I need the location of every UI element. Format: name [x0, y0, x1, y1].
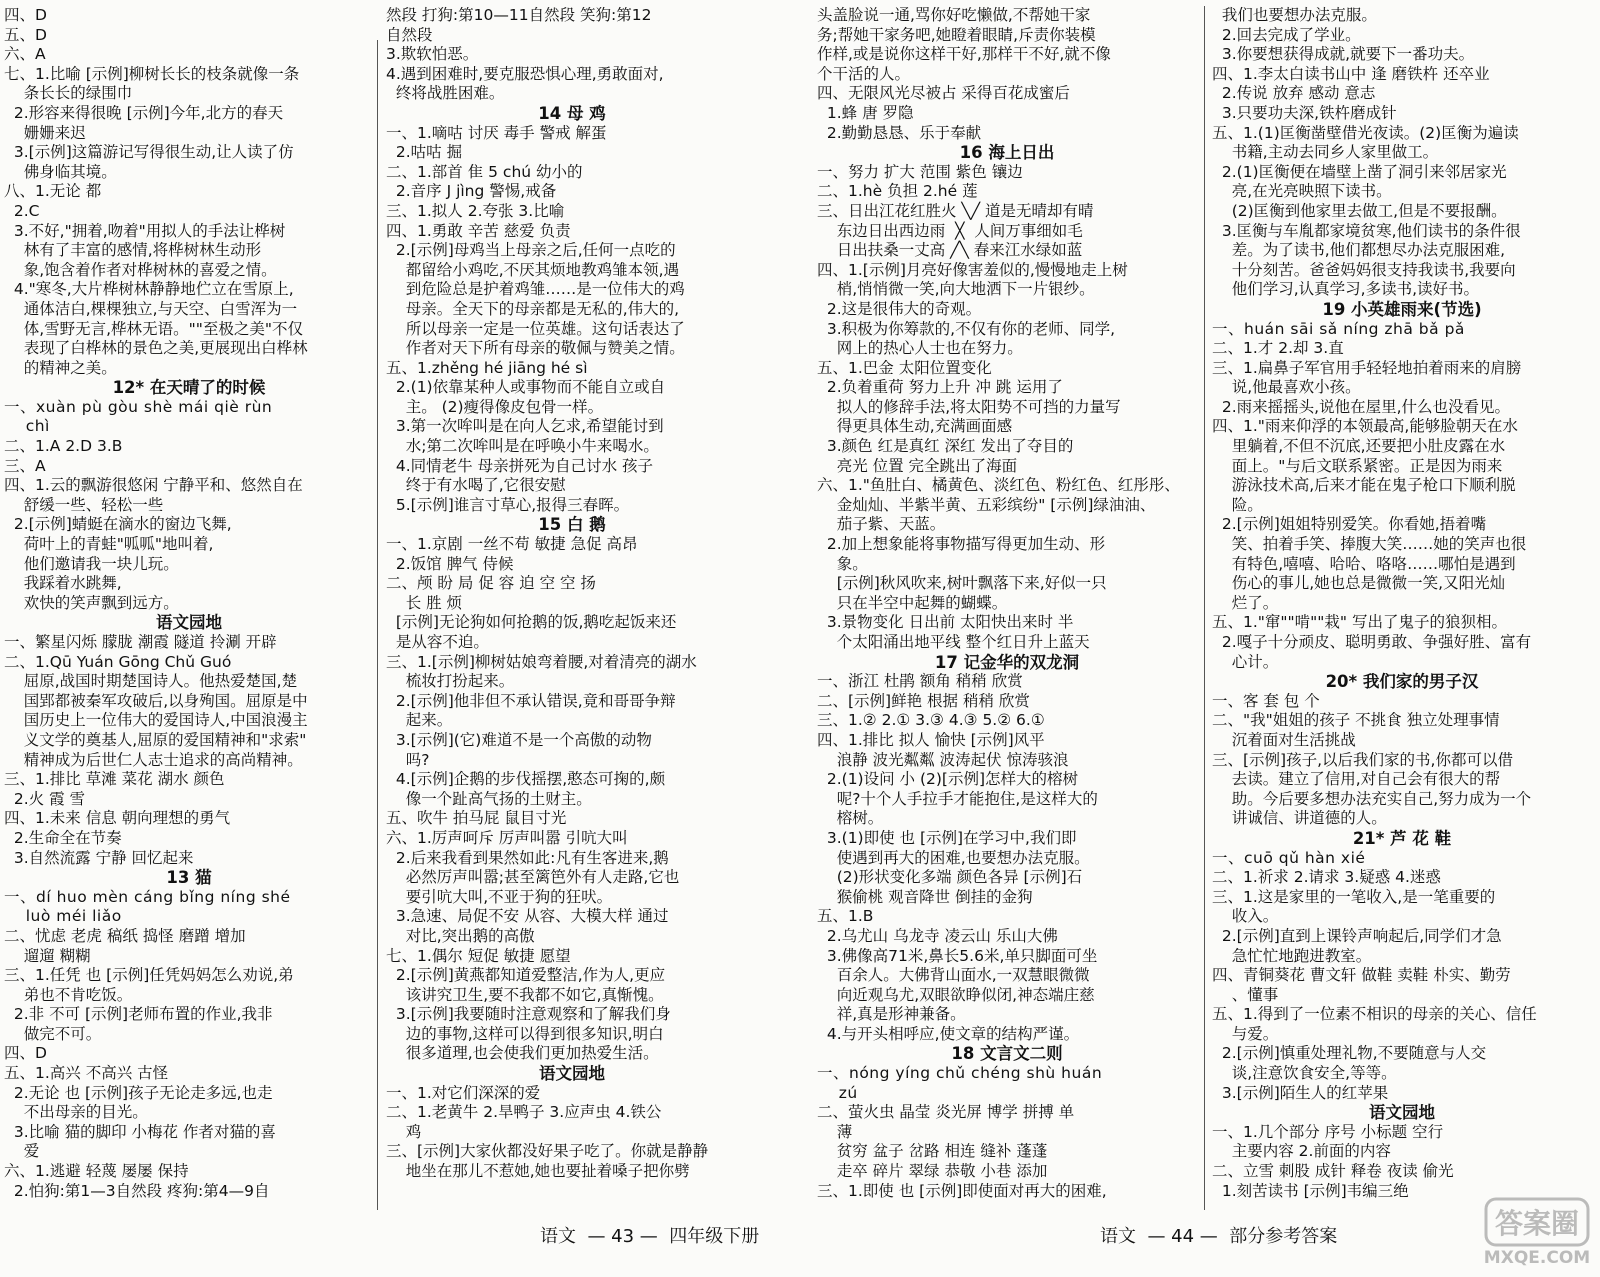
answer-line: 2.这是很伟大的奇观。 — [817, 299, 982, 318]
answer-line: 2.(1)依靠某种人或事物而不能自立或自 — [386, 378, 666, 397]
answer-line: 三、1.[示例]柳树姑娘弯着腰,对着清亮的湖水 — [386, 652, 697, 671]
answer-line: 三、1.拟人 2.夸张 3.比喻 — [386, 201, 565, 220]
answer-line: 五、1.得到了一位素不相识的母亲的关心、信任 — [1212, 1005, 1537, 1024]
answer-line: 5.[示例]谁言寸草心,报得三春晖。 — [386, 495, 630, 514]
section-heading: 18 文言文二则 — [951, 1044, 1063, 1064]
answer-line: (2)匡衡到他家里去做工,但是不要报酬。 — [1212, 201, 1507, 220]
answer-line: 表现了白桦林的景色之美,更展现出白桦林 — [4, 339, 308, 358]
pinyin-answer-line: 一、dí huo mèn cáng bǐng níng shé — [4, 887, 291, 906]
answer-line: 五、D — [4, 25, 47, 44]
answer-line: 二、立雪 刺股 成针 释卷 夜读 偷光 — [1212, 1162, 1454, 1181]
answer-line: 助。今后要多想办法充实自己,努力成为一个 — [1212, 789, 1532, 808]
answer-line: 去读。建立了信用,对自己会有很大的帮 — [1212, 770, 1501, 789]
answer-line: 走卒 碎片 翠绿 恭敬 小巷 添加 — [817, 1162, 1048, 1181]
pinyin-answer-line: 一、huán sāi sǎ níng zhā bǎ pǎ — [1212, 319, 1465, 338]
answer-line: 地坐在那儿不惹她,她也要扯着嗓子把你劈 — [386, 1162, 690, 1181]
answer-line: 2.生命全在节奏 — [4, 828, 122, 847]
answer-line: 二、1.才 2.却 3.直 — [1212, 339, 1344, 358]
answer-line: 讲诚信、讲道德的人。 — [1212, 809, 1387, 828]
answer-line: 3.匡衡与车胤都家境贫寒,他们读书的条件很 — [1212, 221, 1521, 240]
answer-line: 二、"我"姐姐的孩子 不挑食 独立处理事情 — [1212, 711, 1500, 730]
answer-line: 3.景物变化 日出前 太阳快出来时 半 — [817, 613, 1074, 632]
answer-line: 精神成为后世仁人志士追求的高尚精神。 — [4, 750, 303, 769]
answer-column-1 — [4, 6, 374, 1216]
answer-line: 一、1.嘀咕 讨厌 毒手 警戒 解蛋 — [386, 123, 607, 142]
answer-line: 三、[示例]孩子,以后我们家的书,你都可以借 — [1212, 750, 1513, 769]
answer-line: 三、1.这是家里的一笔收入,是一笔重要的 — [1212, 887, 1496, 906]
answer-line: 2.C — [4, 201, 40, 220]
answer-line: 一、客 套 包 个 — [1212, 691, 1320, 710]
answer-line: 七、1.偶尔 短促 敏捷 愿望 — [386, 946, 571, 965]
answer-line: 水;第二次哞叫是在呼唤小牛来喝水。 — [386, 437, 659, 456]
answer-line: 做完不可。 — [4, 1024, 102, 1043]
column-divider-left — [377, 40, 378, 1210]
answer-line: 舒缓一些、轻松一些 — [4, 495, 164, 514]
answer-line: 像一个趾高气扬的土财主。 — [386, 789, 592, 808]
answer-column-2 — [386, 6, 758, 1216]
answer-line: 4.同情老牛 母亲拼死为自己讨水 孩子 — [386, 456, 653, 475]
answer-line: 、懂事 — [1212, 985, 1279, 1004]
answer-line: 三、[示例]大家伙都没好果子吃了。你就是静静 — [386, 1142, 709, 1161]
answer-line: 国历史上一位伟大的爱国诗人,中国浪漫主 — [4, 711, 308, 730]
answer-line: [示例]秋风吹来,树叶飘落下来,好似一只 — [817, 574, 1107, 593]
answer-line: 2.[示例]母鸡当上母亲之后,任何一点吃的 — [386, 241, 676, 260]
answer-line: 欢快的笑声飘到远方。 — [4, 593, 179, 612]
answer-line: 姗姗来迟 — [4, 123, 86, 142]
answer-line: 游泳技术高,后来才能在鬼子枪口下顺利脱 — [1212, 476, 1516, 495]
answer-line: 二、颅 盼 局 促 容 迫 空 空 扬 — [386, 574, 596, 593]
answer-line: 义文学的奠基人,屈原的爱国精神和"求索" — [4, 730, 307, 749]
answer-line: 自然段 — [386, 25, 433, 44]
answer-line: 1.蜂 唐 罗隐 — [817, 103, 914, 122]
section-heading: 语文园地 — [1369, 1103, 1435, 1123]
answer-line: 二、[示例]鲜艳 根据 稍稍 欣赏 — [817, 691, 1030, 710]
answer-line: 1.刻苦读书 [示例]韦编三绝 — [1212, 1181, 1409, 1200]
answer-line: 该讲究卫生,要不我都不如它,真惭愧。 — [386, 985, 664, 1004]
answer-line: 2.怕狗:第1—3自然段 疼狗:第4—9自 — [4, 1181, 270, 1200]
answer-line: 收入。 — [1212, 907, 1279, 926]
answer-line: 遛遛 糊糊 — [4, 946, 91, 965]
answer-line: 二、忧虑 老虎 稿纸 捣怪 磨蹭 增加 — [4, 926, 246, 945]
answer-line: 差。为了读书,他们都想尽办法克服困难, — [1212, 241, 1506, 260]
watermark-title: 答案圈 — [1494, 1207, 1580, 1240]
answer-line: 亮,在光亮映照下读书。 — [1212, 182, 1392, 201]
answer-line: 七、1.比喻 [示例]柳树长长的枝条就像一条 — [4, 64, 300, 83]
watermark-url: MXQE.COM — [1483, 1248, 1591, 1268]
answer-line: 笑、拍着手笑、捧腹大笑……她的笑声也很 — [1212, 535, 1527, 554]
answer-line: 主要内容 2.前面的内容 — [1212, 1142, 1391, 1161]
answer-line: 是从容不迫。 — [386, 633, 489, 651]
answer-line: 四、1.李太白读书山中 逢 磨铁杵 还卒业 — [1212, 64, 1490, 83]
section-heading: 16 海上日出 — [959, 143, 1055, 163]
answer-line: 与爱。 — [1212, 1024, 1279, 1043]
section-heading: 14 母 鸡 — [538, 103, 606, 123]
answer-line: 五、1.zhěng hé jiāng hé sì — [386, 358, 588, 377]
pinyin-answer-line: 一、cuō qǔ hàn xié — [1212, 848, 1366, 867]
answer-line: 险。 — [1212, 495, 1263, 514]
answer-line: 爱 — [4, 1142, 40, 1161]
answer-line: 2.(1)匡衡便在墙壁上凿了洞引来邻居家光 — [1212, 162, 1507, 181]
answer-line: 榕树。 — [817, 809, 884, 828]
answer-line: 长 胜 烦 — [386, 593, 463, 612]
answer-line: 向近观乌尤,双眼欲睁似闭,神态端庄慈 — [817, 985, 1095, 1004]
section-heading: 13 猫 — [166, 868, 212, 888]
answer-line: 四、D — [4, 6, 47, 24]
pinyin-answer-line: chì — [4, 417, 50, 436]
answer-line: 八、1.无论 都 — [4, 182, 102, 201]
answer-line: 作者对天下所有母亲的敬佩与赞美之情。 — [386, 339, 685, 358]
answer-line: 3.(1)即使 也 [示例]在学习中,我们即 — [817, 828, 1077, 847]
answer-line: 五、1.高兴 不高兴 古怪 — [4, 1064, 169, 1083]
section-heading: 12* 在天晴了的时候 — [112, 378, 266, 398]
answer-line: 说,他最喜欢小孩。 — [1212, 378, 1361, 397]
answer-line: 日出扶桑一丈高 ╱╲ 春来江水绿如蓝 — [817, 241, 1083, 260]
answer-line: 二、1.A 2.D 3.B — [4, 437, 123, 456]
answer-line: 三、1.任凭 也 [示例]任凭妈妈怎么劝说,弟 — [4, 966, 294, 985]
answer-line: 然段 打狗:第10—11自然段 笑狗:第12 — [386, 6, 652, 24]
answer-line: 荷叶上的青蛙"呱呱"地叫着, — [4, 535, 214, 554]
answer-line: 体,雪野无言,桦林无语。""至极之美"不仅 — [4, 319, 303, 338]
answer-line: 必然厉声叫嚣;甚至篱笆外有人走路,它也 — [386, 868, 680, 887]
answer-line: 二、1.老黄牛 2.旱鸭子 3.应声虫 4.铁公 — [386, 1103, 662, 1122]
answer-line: 2.勤勤恳恳、乐于奉献 — [817, 123, 982, 142]
answer-line: 3.自然流露 宁静 回忆起来 — [4, 848, 194, 867]
answer-line: 四、D — [4, 1044, 47, 1063]
answer-line: 二、1.hè 负担 2.hé 莲 — [817, 182, 978, 201]
answer-line: 金灿灿、半紫半黄、五彩缤纷" [示例]绿油油、 — [817, 495, 1156, 514]
answer-line: 头盖脸说一通,骂你好吃懒做,不帮她干家 — [817, 6, 1091, 24]
answer-line: 2.音序 J jìng 警惕,戒备 — [386, 182, 557, 201]
answer-line: 十分刻苦。爸爸妈妈很支持我读书,我要向 — [1212, 260, 1516, 279]
answer-line: 不出母亲的目光。 — [4, 1103, 148, 1122]
answer-line: 2.火 霞 雪 — [4, 789, 85, 808]
answer-line: 3.[示例]这篇游记写得很生动,让人读了仿 — [4, 143, 294, 162]
answer-line: 3.第一次哞叫是在向人乞求,希望能讨到 — [386, 417, 664, 436]
answer-line: 终将战胜困难。 — [386, 84, 505, 103]
page-footer-left: 语文 — 43 — 四年级下册 — [540, 1226, 760, 1247]
answer-line: 4.[示例]企鹅的步伐摇摆,憨态可掬的,颇 — [386, 770, 666, 789]
answer-line: 二、1.祈求 2.请求 3.疑惑 4.迷惑 — [1212, 868, 1441, 887]
answer-line: 3.[示例]陌生人的红苹果 — [1212, 1083, 1389, 1102]
answer-line: 六、1."鱼肚白、橘黄色、淡红色、粉红色、红彤彤、 — [817, 476, 1180, 495]
answer-line: 百余人。大佛背山面水,一双慧眼微微 — [817, 966, 1090, 985]
answer-line: 2.嘎子十分顽皮、聪明勇敢、争强好胜、富有 — [1212, 633, 1532, 651]
answer-line: 屈原,战国时期楚国诗人。他热爱楚国,楚 — [4, 672, 298, 691]
answer-line: 我踩着水跳舞, — [4, 574, 122, 593]
answer-line: 2.加上想象能将事物描写得更加生动、形 — [817, 535, 1106, 554]
answer-line: 六、1.逃避 轻蔑 屡屡 保持 — [4, 1162, 189, 1181]
answer-line: 2.[示例]黄燕都知道爱整洁,作为人,更应 — [386, 966, 666, 985]
answer-line: 三、1.即使 也 [示例]即使面对再大的困难, — [817, 1181, 1107, 1200]
answer-line: 3.颜色 红是真红 深红 发出了夺目的 — [817, 437, 1074, 456]
pinyin-answer-line: 一、xuàn pù gòu shè mái qiè rùn — [4, 397, 273, 416]
answer-line: 梳妆打扮起来。 — [386, 672, 515, 691]
answer-line: 一、1.京剧 一丝不苟 敏捷 急促 高昂 — [386, 535, 638, 554]
answer-line: 一、1.几个部分 序号 小标题 空行 — [1212, 1122, 1444, 1141]
answer-line: 一、繁星闪烁 朦胧 潮霞 隧道 拎涮 开辟 — [4, 633, 277, 651]
answer-column-4 — [1212, 6, 1592, 1216]
answer-line: 很多道理,也会使我们更加热爱生活。 — [386, 1044, 659, 1063]
answer-line: 浪静 波光粼粼 波涛起伏 惊涛骇浪 — [817, 750, 1069, 769]
answer-line: 三、A — [4, 456, 46, 475]
answer-line: 里躺着,不但不沉底,还要把小肚皮露在水 — [1212, 437, 1506, 456]
answer-line: 呢?十个人手拉手才能抱住,是这样大的 — [817, 789, 1098, 808]
answer-line: 五、1.巴金 太阳位置变化 — [817, 358, 992, 377]
answer-line: 网上的热心人士也在努力。 — [817, 339, 1023, 358]
answer-line: 的精神之美。 — [4, 358, 117, 377]
answer-line: 四、无限风光尽被占 采得百花成蜜后 — [817, 84, 1070, 103]
answer-line: 2.非 不可 [示例]老师布置的作业,我非 — [4, 1005, 273, 1024]
answer-line: 他们学习,认真学习,多读书,读好书。 — [1212, 280, 1479, 299]
answer-line: 吗? — [386, 750, 430, 769]
answer-line: 条长长的绿围巾 — [4, 84, 133, 103]
answer-line: 三、1.排比 草滩 菜花 湖水 颜色 — [4, 770, 225, 789]
answer-line: 面上。"与后文联系紧密。正是因为雨来 — [1212, 456, 1503, 475]
section-heading: 语文园地 — [539, 1064, 605, 1084]
answer-line: 对比,突出鹅的高傲 — [386, 926, 535, 945]
answer-line: 心计。 — [1212, 652, 1279, 671]
answer-line: 3.[示例]我要随时注意观察和了解我们身 — [386, 1005, 671, 1024]
answer-line: 3.积极为你筹款的,不仅有你的老师、同学, — [817, 319, 1115, 338]
pinyin-answer-line: zú — [817, 1083, 858, 1102]
answer-line: 林有了丰富的感情,将桦树林生动形 — [4, 241, 262, 260]
answer-line: 四、1.[示例]月亮好像害羞似的,慢慢地走上树 — [817, 260, 1128, 279]
answer-line: 茄子紫、天蓝。 — [817, 515, 946, 534]
answer-line: 梢,悄悄微一笑,向大地洒下一片银纱。 — [817, 280, 1095, 299]
answer-line: 祥,真是形神兼备。 — [817, 1005, 966, 1024]
answer-line: 三、日出江花红胜火 ╲╱ 道是无晴却有晴 — [817, 201, 1094, 220]
answer-line: 2.(1)设问 小 (2)[示例]怎样大的榕树 — [817, 770, 1079, 789]
answer-column-3 — [817, 6, 1197, 1216]
answer-line: 弟也不肯吃饭。 — [4, 985, 133, 1004]
answer-line: 2.负着重荷 努力上升 冲 跳 运用了 — [817, 378, 1063, 397]
answer-line: 五、吹牛 拍马屁 鼠目寸光 — [386, 809, 567, 828]
column-divider-right — [1204, 6, 1205, 1210]
section-heading: 15 白 鹅 — [538, 515, 606, 535]
answer-line: 一、1.对它们深深的爱 — [386, 1083, 541, 1102]
answer-line: 使遇到再大的困难,也要想办法克服。 — [817, 848, 1090, 867]
section-heading: 17 记金华的双龙洞 — [934, 652, 1080, 672]
answer-line: 2.乌尤山 乌龙寺 凌云山 乐山大佛 — [817, 926, 1058, 945]
answer-line: 得更具体生动,充满画面感 — [817, 417, 1013, 436]
answer-line: 2.饭馆 脾气 侍候 — [386, 554, 514, 573]
answer-line: 2.[示例]直到上课铃声响起后,同学们才急 — [1212, 926, 1502, 945]
answer-line: 象,饱含着作者对桦树林的喜爱之情。 — [4, 260, 277, 279]
answer-line: 我们也要想办法克服。 — [1212, 6, 1377, 24]
answer-line: 个干活的人。 — [817, 64, 911, 83]
answer-line: 伤心的事儿,她也总是微微一笑,又阳光灿 — [1212, 574, 1506, 593]
answer-line: 3.只要功夫深,铁杵磨成针 — [1212, 103, 1397, 122]
section-heading: 21* 芦 花 鞋 — [1352, 828, 1452, 848]
answer-line: 五、1."窜""啃""栽" 写出了鬼子的狼狈相。 — [1212, 613, 1507, 632]
answer-line: 猴偷桃 观音降世 倒挂的金狗 — [817, 887, 1033, 906]
answer-line: 母亲。全天下的母亲都是无私的,伟大的, — [386, 299, 680, 318]
answer-line: 急忙忙地跑进教室。 — [1212, 946, 1372, 965]
answer-line: 个太阳涌出地平线 整个红日升上蓝天 — [817, 633, 1090, 651]
answer-line: 四、1.未来 信息 朝向理想的勇气 — [4, 809, 231, 828]
answer-line: 4.遇到困难时,要克服恐惧心理,勇敢面对, — [386, 64, 664, 83]
answer-line: 2.传说 放弃 感动 意志 — [1212, 84, 1376, 103]
answer-line: 谈,注意饮食安全,等等。 — [1212, 1064, 1397, 1083]
answer-line: 四、1.排比 拟人 愉快 [示例]风平 — [817, 730, 1045, 749]
answer-line: 五、1.(1)匡衡凿壁借光夜读。(2)匡衡为遍读 — [1212, 123, 1519, 142]
answer-line: 四、1."雨来仰浮的本领最高,能够脸朝天在水 — [1212, 417, 1518, 436]
answer-line: 2.[示例]他非但不承认错误,竟和哥哥争辩 — [386, 691, 676, 710]
answer-line: 一、浙江 杜鹃 额角 稍稍 欣赏 — [817, 672, 1023, 691]
answer-line: 他们邀请我一块儿玩。 — [4, 554, 179, 573]
answer-line: 2.咕咕 掘 — [386, 143, 463, 162]
answer-line: 3.不好,"拥着,吻着"用拟人的手法让桦树 — [4, 221, 286, 240]
answer-line: 主。 (2)瘦得像皮包骨一样。 — [386, 397, 604, 416]
answer-line: 鸡 — [386, 1122, 422, 1141]
pinyin-answer-line: luò méi liǎo — [4, 907, 122, 926]
section-heading: 19 小英雄雨来(节选) — [1322, 299, 1482, 319]
answer-line: 薄 — [817, 1122, 853, 1141]
answer-line: [示例]无论狗如何抢鹅的饭,鹅吃起饭来还 — [386, 613, 677, 632]
section-heading: 语文园地 — [156, 613, 222, 633]
answer-line: 四、1.勇敢 辛苦 慈爱 负责 — [386, 221, 571, 240]
answer-line: 四、1.云的飘游很悠闲 宁静平和、悠然自在 — [4, 476, 303, 495]
answer-line: 有特色,嘻嘻、哈哈、咯咯……哪怕是遇到 — [1212, 554, 1516, 573]
answer-line: 3.比喻 猫的脚印 小梅花 作者对猫的喜 — [4, 1122, 276, 1141]
answer-line: 边的事物,这样可以得到很多知识,明白 — [386, 1024, 664, 1043]
answer-line: 3.急速、局促不安 从容、大模大样 通过 — [386, 907, 669, 926]
answer-line: 沉着面对生活挑战 — [1212, 730, 1356, 749]
answer-line: 三、1.扁鼻子军官用手轻轻地拍着雨来的肩膀 — [1212, 358, 1522, 377]
answer-line: 3.你要想获得成就,就要下一番功夫。 — [1212, 45, 1475, 64]
answer-line: 三、1.② 2.① 3.③ 4.③ 5.② 6.① — [817, 711, 1045, 730]
answer-line: 务;帮她干家务吧,她瞪着眼睛,斥责你装模 — [817, 25, 1096, 44]
answer-line: 要引吭大叫,不亚于狗的狂吠。 — [386, 887, 613, 906]
answer-line: 贫穷 盆子 岔路 相连 缝补 蓬蓬 — [817, 1142, 1048, 1161]
answer-line: 二、1.Qū Yuán Gōng Chǔ Guó — [4, 652, 232, 671]
page-footer-right: 语文 — 44 — 部分参考答案 — [1100, 1226, 1338, 1247]
answer-line: (2)形状变化多端 颜色各异 [示例]石 — [817, 868, 1083, 887]
answer-line: 一、努力 扩大 范围 紫色 镶边 — [817, 162, 1023, 181]
answer-line: 2.[示例]蜻蜓在滴水的窗边飞舞, — [4, 515, 232, 534]
answer-line: 起来。 — [386, 711, 453, 730]
answer-line: 4."寒冬,大片桦树林静静地伫立在雪原上, — [4, 280, 294, 299]
answer-line: 亮光 位置 完全跳出了海面 — [817, 456, 1018, 475]
answer-line: 二、1.部首 隹 5 chú 幼小的 — [386, 162, 583, 181]
answer-line: 拟人的修辞手法,将太阳势不可挡的力量写 — [817, 397, 1121, 416]
answer-line: 4.与开头相呼应,使文章的结构严谨。 — [817, 1024, 1080, 1043]
answer-line: 所以母亲一定是一位英雄。这句话表达了 — [386, 319, 685, 338]
answer-line: 2.形容来得很晚 [示例]今年,北方的春天 — [4, 103, 284, 122]
answer-line: 3.[示例](它)难道不是一个高傲的动物 — [386, 730, 652, 749]
answer-line: 五、1.B — [817, 907, 874, 926]
answer-line: 作样,或是说你这样干好,那样干不好,就不像 — [817, 45, 1111, 64]
answer-line: 2.无论 也 [示例]孩子无论走多远,也走 — [4, 1083, 273, 1102]
section-heading: 20* 我们家的男子汉 — [1325, 672, 1479, 692]
answer-line: 书籍,主动去同乡人家里做工。 — [1212, 143, 1439, 162]
watermark-logo-icon — [1482, 1195, 1592, 1269]
answer-line: 2.[示例]姐姐特别爱笑。你看她,捂着嘴 — [1212, 515, 1487, 534]
pinyin-answer-line: 一、nóng yíng chǔ chéng shù huán — [817, 1064, 1103, 1083]
answer-line: 六、A — [4, 45, 46, 64]
answer-line: 四、青铜葵花 曹文轩 做鞋 卖鞋 朴实、勤劳 — [1212, 966, 1511, 985]
answer-line: 佛身临其境。 — [4, 162, 117, 181]
answer-line: 东边日出西边雨 ╳ 人间万事细如毛 — [817, 221, 1083, 240]
answer-line: 2.雨来摇摇头,说他在屋里,什么也没看见。 — [1212, 397, 1510, 416]
answer-line: 2.回去完成了学业。 — [1212, 25, 1361, 44]
answer-line: 终于有水喝了,它很安慰 — [386, 476, 566, 495]
answer-line: 3.欺软怕恶。 — [386, 45, 479, 64]
answer-line: 2.[示例]慎重处理礼物,不要随意与人交 — [1212, 1044, 1487, 1063]
answer-line: 国郢都被秦军攻破后,以身殉国。屈原是中 — [4, 691, 308, 710]
answer-line: 都留给小鸡吃,不厌其烦地教鸡雏本领,遇 — [386, 260, 680, 279]
answer-line: 烂了。 — [1212, 593, 1279, 612]
answer-line: 只在半空中起舞的蝴蝶。 — [817, 593, 1008, 612]
answer-line: 象。 — [817, 554, 868, 573]
answer-line: 2.后来我看到果然如此:凡有生客进来,鹅 — [386, 848, 669, 867]
answer-line: 3.佛像高71米,鼻长5.6米,单只脚面可坐 — [817, 946, 1098, 965]
answer-line: 六、1.厉声呵斥 厉声叫嚣 引吭大叫 — [386, 828, 628, 847]
answer-line: 二、萤火虫 晶莹 炎光屏 博学 拼搏 单 — [817, 1103, 1075, 1122]
answer-line: 到危险总是护着鸡雏……是一位伟大的鸡 — [386, 280, 685, 299]
answer-line: 通体洁白,棵棵独立,与天空、白雪浑为一 — [4, 299, 298, 318]
